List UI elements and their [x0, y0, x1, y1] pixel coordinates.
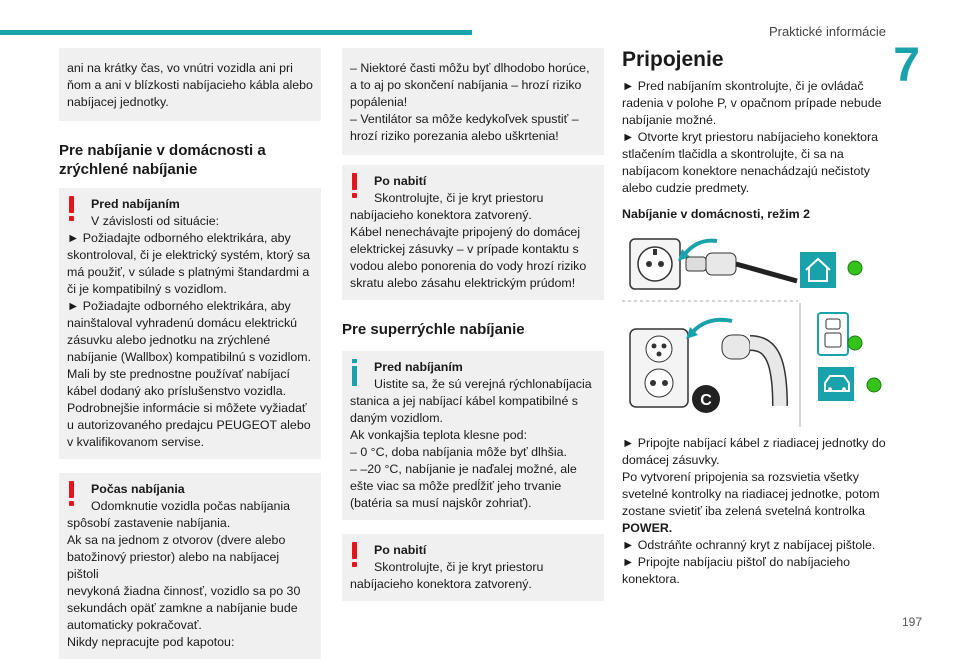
- chapter-number: 7: [893, 39, 920, 92]
- text-line: ► Požiadajte odborného elektrikára, aby: [67, 299, 291, 313]
- text-line: Kábel nenechávajte pripojený do domácej: [350, 225, 581, 239]
- callout-label: C: [700, 392, 712, 409]
- text-line: svetelné kontrolky na riadiacej jednotke, potom: [622, 487, 880, 501]
- text-line: ► Pripojte nabíjaciu pištoľ do nabíjacieho: [622, 555, 851, 569]
- text-line: ani na krátky čas, vo vnútri vozidla ani pri: [67, 61, 293, 75]
- home-mode-icon: [800, 252, 836, 288]
- section-heading: Pre superrýchle nabíjanie: [342, 321, 525, 338]
- text-line: u autorizovaného predajcu PEUGEOT alebo: [67, 418, 311, 432]
- text-line: ► Pripojte nabíjací kábel z riadiacej jednotky do: [622, 436, 886, 450]
- page-number: 197: [901, 615, 922, 629]
- text-line: ešte viac sa môže predĺžiť jeho trvanie: [350, 479, 562, 493]
- text-line: Ak sa na jednom z otvorov (dvere alebo: [67, 533, 286, 547]
- text-line: v kvalifikovanom servise.: [67, 435, 205, 449]
- column-right: [622, 48, 888, 588]
- text-line: konektora.: [622, 572, 680, 586]
- text-line: daným vozidlom.: [350, 411, 443, 425]
- text-line: zásuvku alebo jednotku na zrýchlené: [67, 333, 271, 347]
- text-line: nabíjanie možné.: [622, 113, 717, 127]
- text-line: popálenia!: [350, 95, 408, 109]
- warning-icon: [352, 173, 358, 198]
- text-line: stanica a jej nabíjací kábel kompatibilné s: [350, 394, 578, 408]
- text-line: Uistite sa, že sú verejná rýchlonabíjacia: [374, 377, 592, 391]
- text-line: ► Pred nabíjaním skontrolujte, či je ovládač: [622, 79, 864, 93]
- text-line: – Niektoré časti môžu byť dlhodobo horúce,: [350, 61, 590, 75]
- text-line: nainštaloval vyhradenú domácu elektrickú: [67, 316, 298, 330]
- text-line: skontroloval, či je elektrický systém, ktorý sa: [67, 248, 311, 262]
- text-line: (batéria sa musí najskôr zohriať).: [350, 496, 532, 510]
- connect-instructions: [622, 435, 888, 588]
- text-line: nabíjacieho konektora zatvorený.: [350, 208, 532, 222]
- text-line: V závislosti od situácie:: [91, 214, 220, 228]
- home-plug-icon: [686, 253, 797, 281]
- warning-box-after-fast-charging: [342, 534, 604, 601]
- note-box-continued: [59, 48, 321, 121]
- text-line: sekundách opäť zamkne a nabíjanie bude: [67, 601, 298, 615]
- text-line: kábel dodaný ako príslušenstvo vozidla.: [67, 384, 287, 398]
- heading-line: zrýchlené nabíjanie: [59, 161, 198, 178]
- text-line: alebo cudzie predmety.: [622, 181, 750, 195]
- green-indicator-icon: [848, 336, 862, 350]
- text-line: skratu alebo zásahu elektrickým prúdom!: [350, 276, 576, 290]
- text-line: vodou alebo ponorenia do vody hrozí riziko: [350, 259, 587, 273]
- section-title-connection: Pripojenie: [622, 48, 724, 71]
- note-box-under-hood: [342, 48, 604, 155]
- info-title: Pred nabíjaním: [374, 360, 463, 374]
- column-left: [59, 48, 321, 659]
- power-car-icon: [818, 367, 854, 401]
- text-line: nabíjacom konektore nenachádzajú nečistoty: [622, 164, 870, 178]
- text-line: ► Otvorte kryt priestoru nabíjacieho konektora: [622, 130, 879, 144]
- text-line: – 0 °C, doba nabíjania môže byť dlhšia.: [350, 445, 567, 459]
- text-line: radenia v polohe P, v opačnom prípade nebude: [622, 96, 882, 110]
- text-line: elektrickej zásuvky – v prípade kontaktu s: [350, 242, 579, 256]
- column-middle: [342, 48, 604, 601]
- warning-box-before-charging: [59, 188, 321, 459]
- connection-diagram: [622, 231, 888, 427]
- warning-title: Po nabití: [374, 174, 427, 188]
- text-line: nabíjacieho konektora zatvorený.: [350, 577, 532, 591]
- text-line: spôsobí zastavenie nabíjania.: [67, 516, 231, 530]
- subheading-home-charging: Nabíjanie v domácnosti, režim 2: [622, 207, 810, 221]
- text-line: ► Odstráňte ochranný kryt z nabíjacej pištole.: [622, 538, 876, 552]
- section-heading: [59, 141, 321, 179]
- section-title: Praktické informácie: [768, 24, 886, 39]
- connection-instructions: [622, 78, 888, 197]
- warning-box-after-charging: [342, 165, 604, 300]
- text-line: Podrobnejšie informácie si môžete vyžiadať: [67, 401, 307, 415]
- text-line: Mali by ste prednostne používať nabíjací: [67, 367, 290, 381]
- heading-line: Pre nabíjanie v domácnosti a: [59, 142, 266, 159]
- warning-icon: [69, 196, 75, 221]
- green-indicator-icon: [867, 378, 881, 392]
- warning-icon: [352, 542, 358, 567]
- text-line: automaticky pokračovať.: [67, 618, 202, 632]
- text-line: nabíjacej jednotky.: [67, 95, 169, 109]
- text-line: zostane svietiť iba zelená svetelná kontrolka: [622, 504, 865, 518]
- warning-title: Pred nabíjaním: [91, 197, 180, 211]
- text-line: domácej zásuvky.: [622, 453, 720, 467]
- text-line: Nikdy nepracujte pod kapotou:: [67, 635, 235, 649]
- arrow-icon: [692, 320, 732, 333]
- warning-title: Počas nabíjania: [91, 482, 185, 496]
- text-line: stlačením tlačidla a skontrolujte, či sa na: [622, 147, 844, 161]
- info-icon: [352, 359, 358, 386]
- text-line: nevykoná žiadna činnosť, vozidlo sa po 30: [67, 584, 301, 598]
- text-line: a to aj po skončení nabíjania – hrozí riziko: [350, 78, 582, 92]
- text-line: ňom a ani v blízkosti nabíjacieho kábla alebo: [67, 78, 313, 92]
- charging-illustration: [622, 231, 888, 427]
- text-line: nabíjanie (Wallbox) kompatibilnú s vozidlom.: [67, 350, 312, 364]
- charging-gun-icon: [722, 335, 780, 406]
- warning-icon: [69, 481, 75, 506]
- warning-title: Po nabití: [374, 543, 427, 557]
- text-line: Skontrolujte, či je kryt priestoru: [374, 191, 544, 205]
- text-line: hrozí riziko porezania alebo uškrtenia!: [350, 129, 559, 143]
- text-line: Odomknutie vozidla počas nabíjania: [91, 499, 291, 513]
- text-line: batožinový priestor) alebo na nabíjacej pištoli: [67, 550, 280, 581]
- warning-box-during-charging: [59, 473, 321, 659]
- car-charging-inlet-icon: [630, 329, 688, 407]
- text-line: či je kompatibilný s vozidlom.: [67, 282, 227, 296]
- text-line: Ak vonkajšia teplota klesne pod:: [350, 428, 528, 442]
- control-unit-lock-icon: [818, 313, 848, 355]
- text-line: ► Požiadajte odborného elektrikára, aby: [67, 231, 291, 245]
- text-line: Skontrolujte, či je kryt priestoru: [374, 560, 544, 574]
- text-line: Po vytvorení pripojenia sa rozsvietia všetky: [622, 470, 859, 484]
- green-indicator-icon: [848, 261, 862, 275]
- header-accent-bar: [0, 30, 472, 35]
- text-line: – Ventilátor sa môže kedykoľvek spustiť –: [350, 112, 579, 126]
- text-line: – –20 °C, nabíjanie je naďalej možné, ale: [350, 462, 577, 476]
- home-socket-icon: [630, 239, 680, 289]
- text-line: má použiť, v súlade s platnými štandardmi a: [67, 265, 310, 279]
- info-box-before-charging: [342, 351, 604, 520]
- text-line: POWER.: [622, 521, 673, 535]
